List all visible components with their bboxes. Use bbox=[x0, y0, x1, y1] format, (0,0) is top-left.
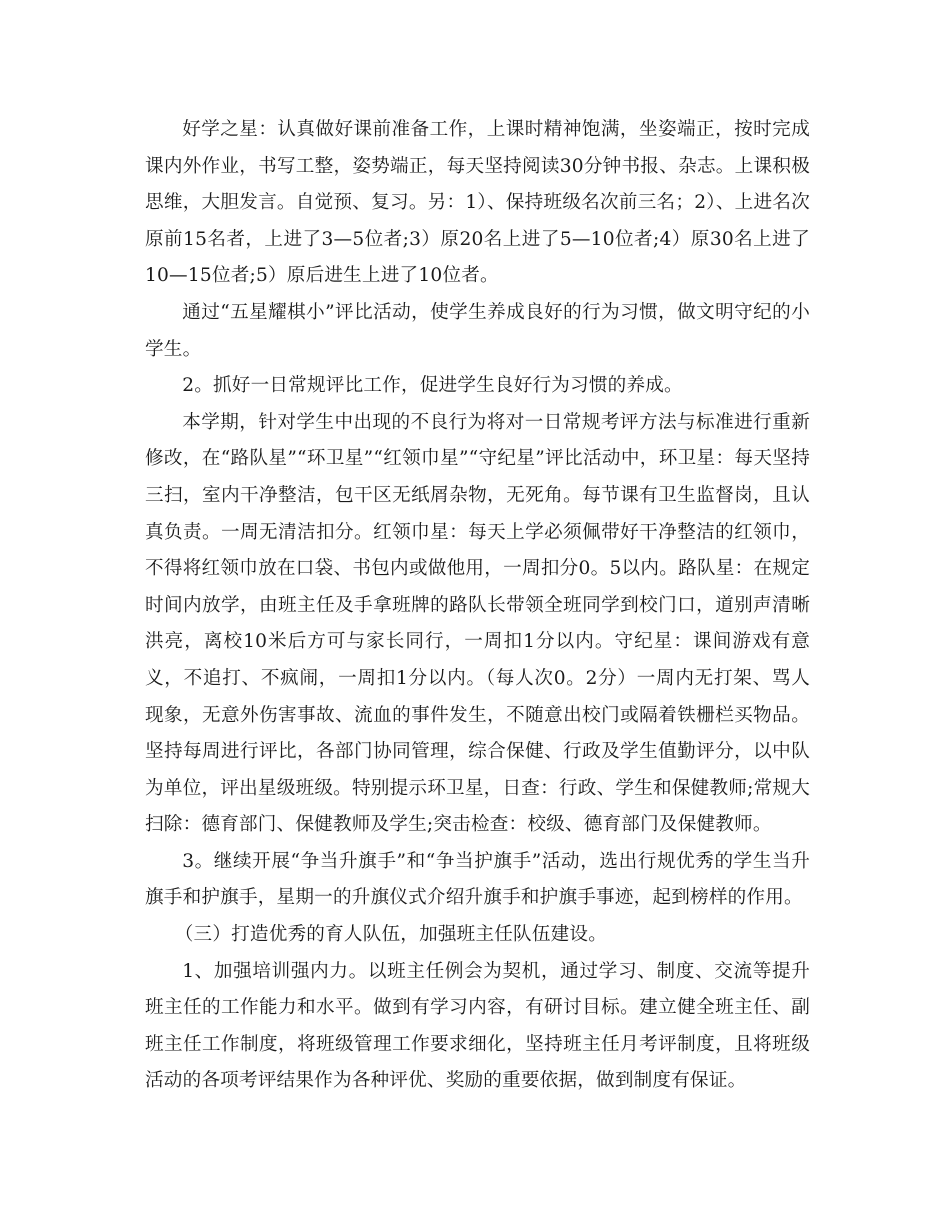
paragraph-flag-raiser-activity: 3。继续开展“争当升旗手”和“争当护旗手”活动，选出行规优秀的学生当升旗手和护旗手，星期一的升旗仪式介绍升旗手和护旗手事迹，起到榜样的作用。 bbox=[145, 850, 810, 909]
paragraph-five-star-activity: 通过“五星耀棋小”评比活动，使学生养成良好的行为习惯，做文明守纪的小学生。 bbox=[145, 301, 810, 360]
paragraph-section-three-heading: （三）打造优秀的育人队伍，加强班主任队伍建设。 bbox=[174, 924, 608, 946]
paragraph-daily-routine-details: 本学期，针对学生中出现的不良行为将对一日常规考评方法与标准进行重新修改，在“路队星”“环卫星”“红领巾星”“守纪星”评比活动中，环卫星：每天坚持三扫，室内干净整洁，包干区无纸屑杂物，无死角。每节课有卫生监督岗，且认真负责。一周无清洁扣分。红领巾星：每天上学必须佩带好干净整洁的红领巾，不得将红领巾放在口袋、书包内或做他用，一周扣分0。5以内。路队星：在规定时间内放学，由班主任及手拿班牌的路队长带领全班同学到校门口，道别声清晰洪亮，离校10米后方可与家长同行，一周扣1分以内。守纪星：课间游戏有意义，不追打、不疯闹，一周扣1分以内。（每人次0。2分）一周内无打架、骂人现象，无意外伤害事故、流血的事件发生，不随意出校门或隔着铁栅栏买物品。坚持每周进行评比，各部门协同管理，综合保健、行政及学生值勤评分，以中队为单位，评出星级班级。特别提示环卫星，日查：行政、学生和保健教师;常规大扫除：德育部门、保健教师及学生;突击检查：校级、德育部门及保健教师。 bbox=[145, 411, 810, 836]
document-body bbox=[145, 112, 810, 1100]
paragraph-daily-routine-heading: 2。抓好一日常规评比工作，促进学生良好行为习惯的养成。 bbox=[182, 375, 683, 397]
paragraph-training: 1、加强培训强内力。以班主任例会为契机，通过学习、制度、交流等提升班主任的工作能力和水平。做到有学习内容，有研讨目标。建立健全班主任、副班主任工作制度，将班级管理工作要求细化，坚持班主任月考评制度，且将班级活动的各项考评结果作为各种评优、奖励的重要依据，做到制度有保证。 bbox=[145, 960, 810, 1092]
paragraph-study-star: 好学之星：认真做好课前准备工作，上课时精神饱满，坐姿端正，按时完成课内外作业，书写工整，姿势端正，每天坚持阅读30分钟书报、杂志。上课积极思维，大胆发言。自觉预、复习。另：1）、保持班级名次前三名；2）、上进名次原前15名者，上进了3—5位者;3）原20名上进了5—10位者;4）原30名上进了10—15位者;5）原后进生上进了10位者。 bbox=[145, 119, 810, 287]
